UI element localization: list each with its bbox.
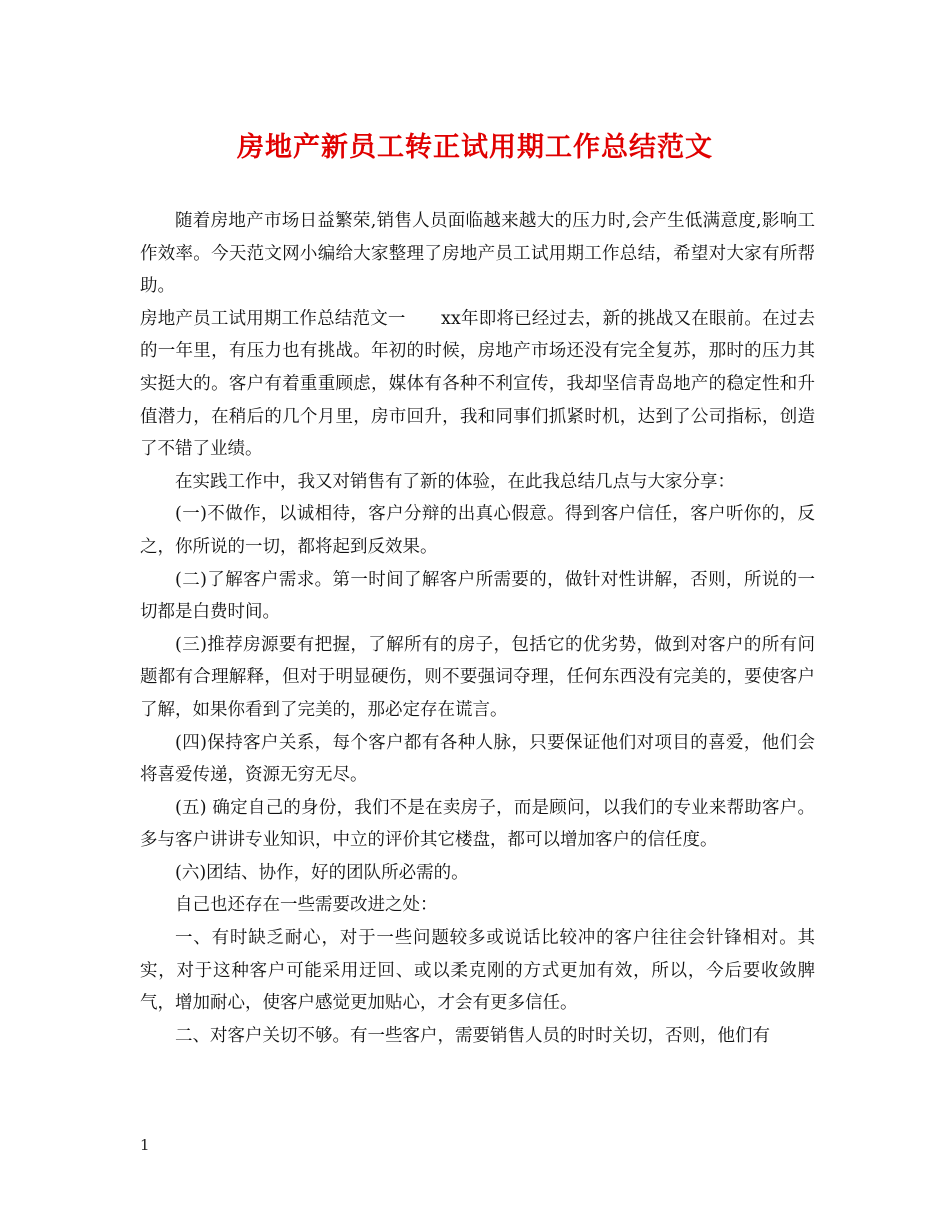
paragraph-point-4: (四)保持客户关系，每个客户都有各种人脉，只要保证他们对项目的喜爱，他们会将喜爱传递，资源无穷无尽。 [140,732,815,786]
paragraph-improvement-2: 二、对客户关切不够。有一些客户，需要销售人员的时时关切，否则，他们有 [175,1025,770,1046]
paragraph-point-3: (三)推荐房源要有把握，了解所有的房子，包括它的优劣势，做到对客户的所有问题都有合理解释，但对于明显硬伤，则不要强词夺理，任何东西没有完美的，要使客户了解，如果你看到了完美的，那必定存在谎言。 [140,634,815,720]
page-number: 1 [140,1136,150,1154]
paragraph-point-1: (一)不做作，以诚相待，客户分辩的出真心假意。得到客户信任，客户听你的，反之，你所说的一切，都将起到反效果。 [140,504,815,557]
paragraph-improvement-1: 一、有时缺乏耐心，对于一些问题较多或说话比较冲的客户往往会针锋相对。其实，对于这种客户可能采用迂回、或以柔克刚的方式更加有效，所以，今后要收敛脾气，增加耐心，使客户感觉更加贴心，才会有更多信任。 [140,928,815,1014]
paragraph-point-6: (六)团结、协作，好的团队所必需的。 [175,862,469,883]
paragraph-point-5: (五) 确定自己的身份，我们不是在卖房子，而是顾问，以我们的专业来帮助客户。多与客户讲讲专业知识，中立的评价其它楼盘，都可以增加客户的信任度。 [140,797,815,851]
paragraph-intro: 随着房地产市场日益繁荣,销售人员面临越来越大的压力时,会产生低满意度,影响工作效率。今天范文网小编给大家整理了房地产员工试用期工作总结，希望对大家有所帮助。 [140,211,815,297]
paragraph-sample-one: 房地产员工试用期工作总结范文一 xx年即将已经过去，新的挑战又在眼前。在过去的一年里，有压力也有挑战。年初的时候，房地产市场还没有完全复苏，那时的压力其实挺大的。客户有着重重顾虑，媒体有各种不利宣传，我却坚信青岛地产的稳定性和升值潜力，在稍后的几个月里，房市回升，我和同事们抓紧时机，达到了公司指标，创造了不错了业绩。 [140,308,815,460]
document-body [140,205,815,1052]
document-title: 房地产新员工转正试用期工作总结范文 [237,132,713,163]
paragraph-improvements: 自己也还存在一些需要改进之处： [175,895,438,916]
paragraph-experience: 在实践工作中，我又对销售有了新的体验，在此我总结几点与大家分享： [175,471,735,492]
paragraph-point-2: (二)了解客户需求。第一时间了解客户所需要的，做针对性讲解，否则，所说的一切都是白费时间。 [140,569,815,623]
